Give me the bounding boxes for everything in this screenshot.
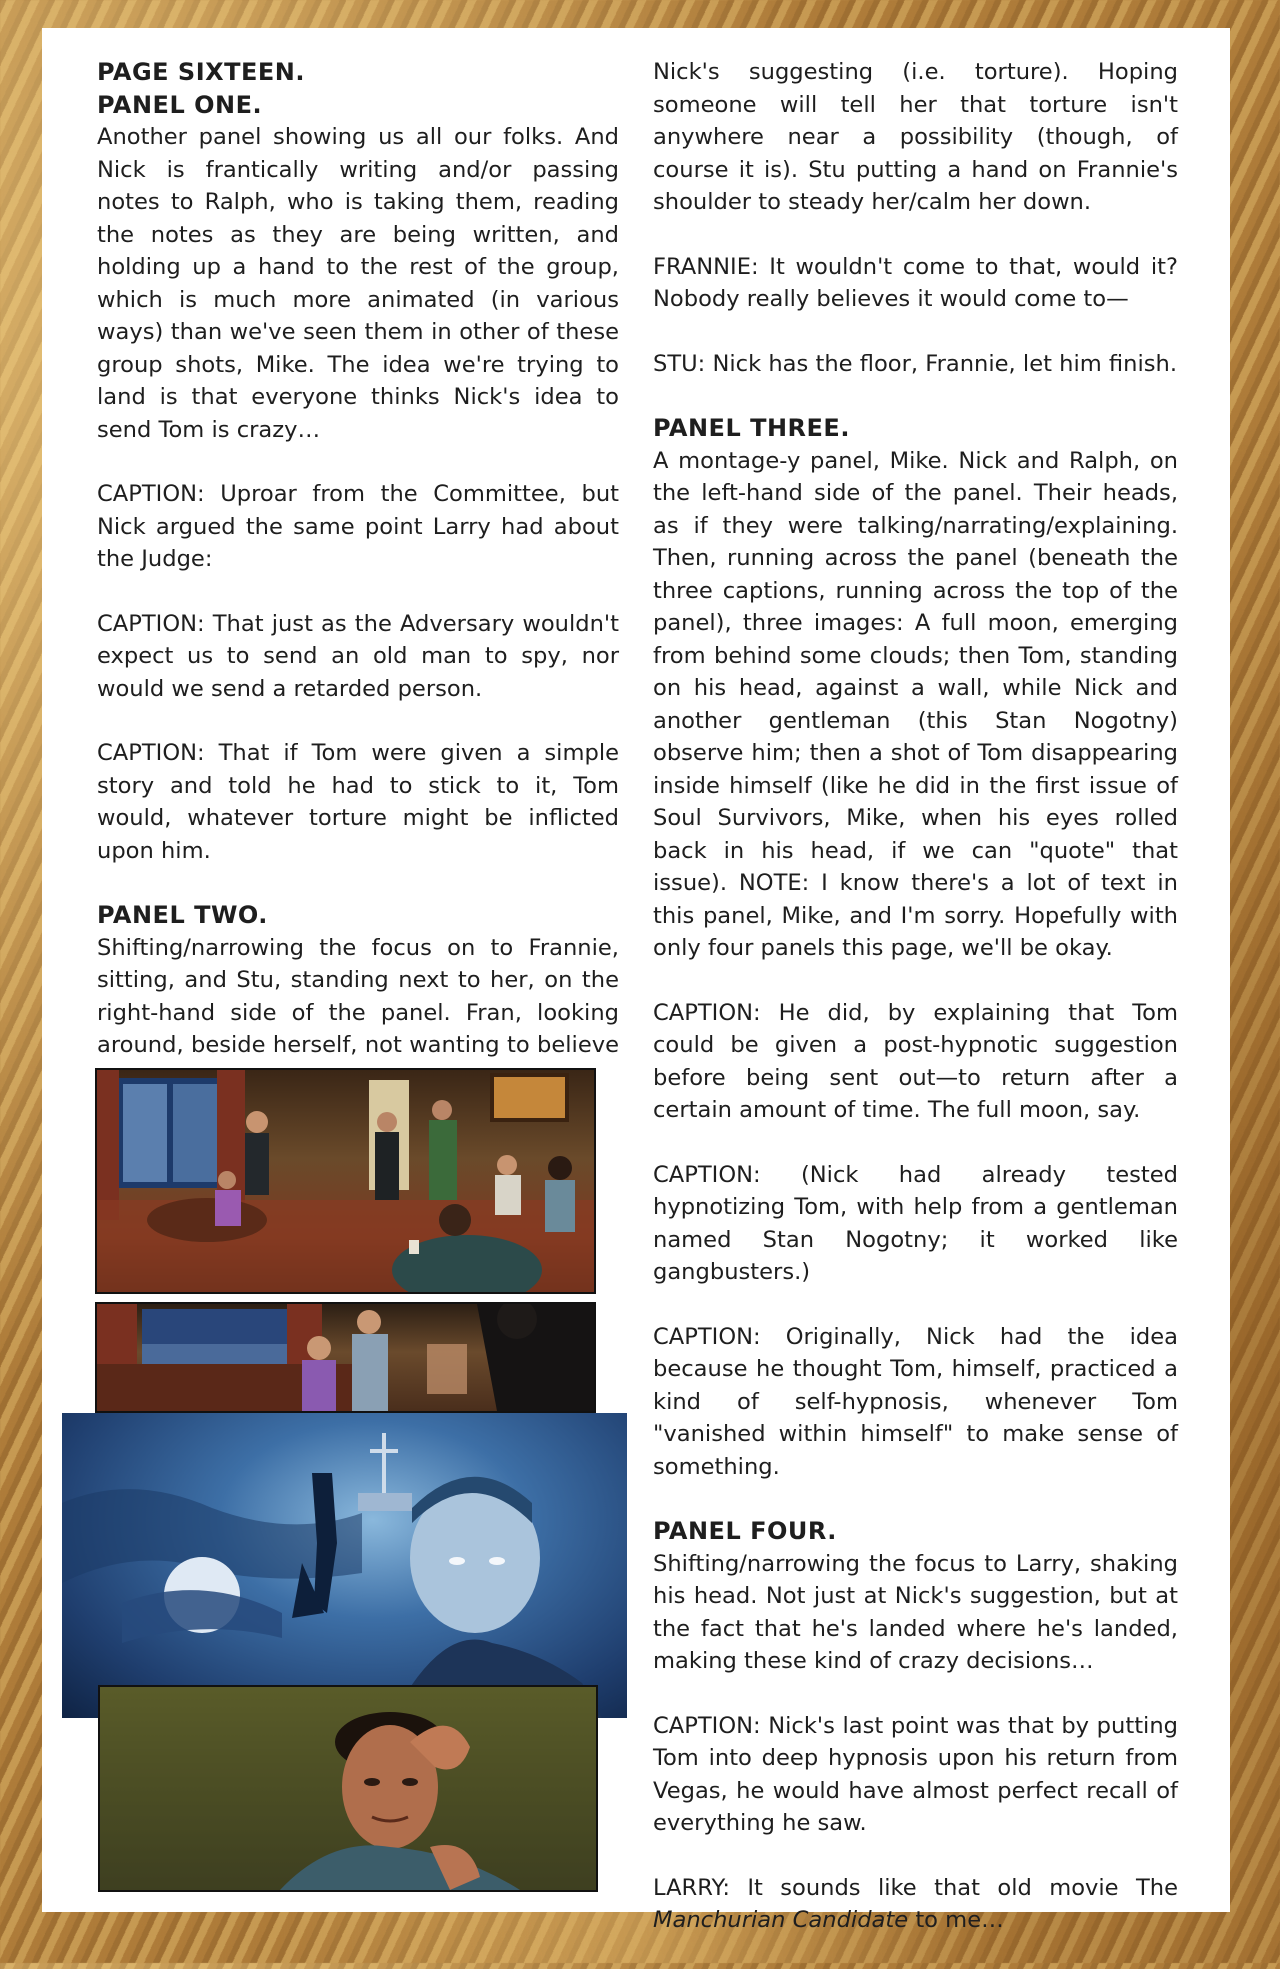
caption-adversary: CAPTION: That just as the Adversary wouldn't expect us to send an old man to spy, nor would we send a retarded person.	[97, 610, 619, 702]
panel-three-description: A montage-y panel, Mike. Nick and Ralph, on the left-hand side of the panel. Their heads, as if they were talking/narrating/explaining. Then, running across the panel (beneath the three captions, running across the top of the panel), three images: A full moon, emerging from behind some clouds; then Tom, standing on his head, against a wall, while Nick and another gentleman (this Stan Nogotny) observe him; then a shot of Tom disappearing inside himself (like he did in the first issue of Soul Survivors, Mike, when his eyes rolled back in his head, if we can "quote" that issue). NOTE: I know there's a lot of text in this panel, Mike, and I'm sorry. Hopefully with only four panels this page, we'll be okay.	[653, 447, 1178, 961]
comic-panel-committee-room	[95, 1068, 596, 1294]
panel-four-description: Shifting/narrowing the focus to Larry, shaking his head. Not just at Nick's suggestion, but at the fact that he's landed where he's landed, making these kind of crazy decisions…	[653, 1550, 1178, 1674]
caption-stan-nogotny: CAPTION: (Nick had already tested hypnotizing Tom, with help from a gentleman named Stan Nogotny; it worked like gangbusters.)	[653, 1161, 1178, 1285]
panel-four-heading: PANEL FOUR.	[653, 1517, 837, 1545]
page-heading: PAGE SIXTEEN.	[97, 58, 305, 86]
panel-one-description: Another panel showing us all our folks. And Nick is frantically writing and/or passing notes to Ralph, who is taking them, reading the notes as they are being written, and holding up a hand to the rest of the group, which is much more animated (in various ways) than we've seen them in other of these group shots, Mike. The idea we're trying to land is that everyone thinks Nick's idea to send Tom is crazy…	[97, 124, 619, 443]
caption-self-hypnosis: CAPTION: Originally, Nick had the idea because he thought Tom, himself, practiced a kind of self-hypnosis, whenever Tom "vanished within himself" to make sense of something.	[653, 1323, 1178, 1480]
right-column	[653, 56, 1178, 1969]
caption-deep-hypnosis: CAPTION: Nick's last point was that by putting Tom into deep hypnosis upon his return from Vegas, he would have almost perfect recall of everything he saw.	[653, 1712, 1178, 1836]
caption-uproar: CAPTION: Uproar from the Committee, but Nick argued the same point Larry had about the Judge:	[97, 481, 619, 572]
caption-post-hypnotic: CAPTION: He did, by explaining that Tom could be given a post-hypnotic suggestion before being sent out—to return after a certain amount of time. The full moon, say.	[653, 999, 1178, 1123]
left-column	[97, 56, 619, 1126]
larry-dialogue-suffix: to me…	[908, 1907, 1004, 1933]
panel-two-continued: Nick's suggesting (i.e. torture). Hoping someone will tell her that torture isn't anywhere near a possibility (though, of course it is). Stu putting a hand on Frannie's shoulder to steady her/calm her down.	[653, 59, 1178, 215]
caption-simple-story: CAPTION: That if Tom were given a simple story and told he had to stick to it, Tom would, whatever torture might be inflicted upon him.	[97, 740, 619, 864]
stu-dialogue: STU: Nick has the floor, Frannie, let him finish.	[653, 350, 1178, 377]
comic-panel-larry	[98, 1685, 598, 1892]
panel-one-heading: PANEL ONE.	[97, 90, 263, 119]
larry-dialogue-prefix: LARRY: It sounds like that old movie The	[653, 1874, 1178, 1901]
comic-panel-frannie-and-stu	[95, 1302, 596, 1413]
panel-two-heading: PANEL TWO.	[97, 901, 268, 929]
movie-title: Manchurian Candidate	[653, 1907, 909, 1933]
panel-two-description: Shifting/narrowing the focus on to Frannie, sitting, and Stu, standing next to her, on the right-hand side of the panel. Fran, looking around, beside herself, not wanting to believe	[97, 934, 619, 1058]
comic-panel-montage-moon	[62, 1413, 627, 1718]
larry-dialogue	[653, 1872, 1178, 1937]
panel-three-heading: PANEL THREE.	[653, 414, 850, 442]
frannie-dialogue: FRANNIE: It wouldn't come to that, would it? Nobody really believes it would come to—	[653, 253, 1178, 312]
script-page	[42, 28, 1230, 1933]
